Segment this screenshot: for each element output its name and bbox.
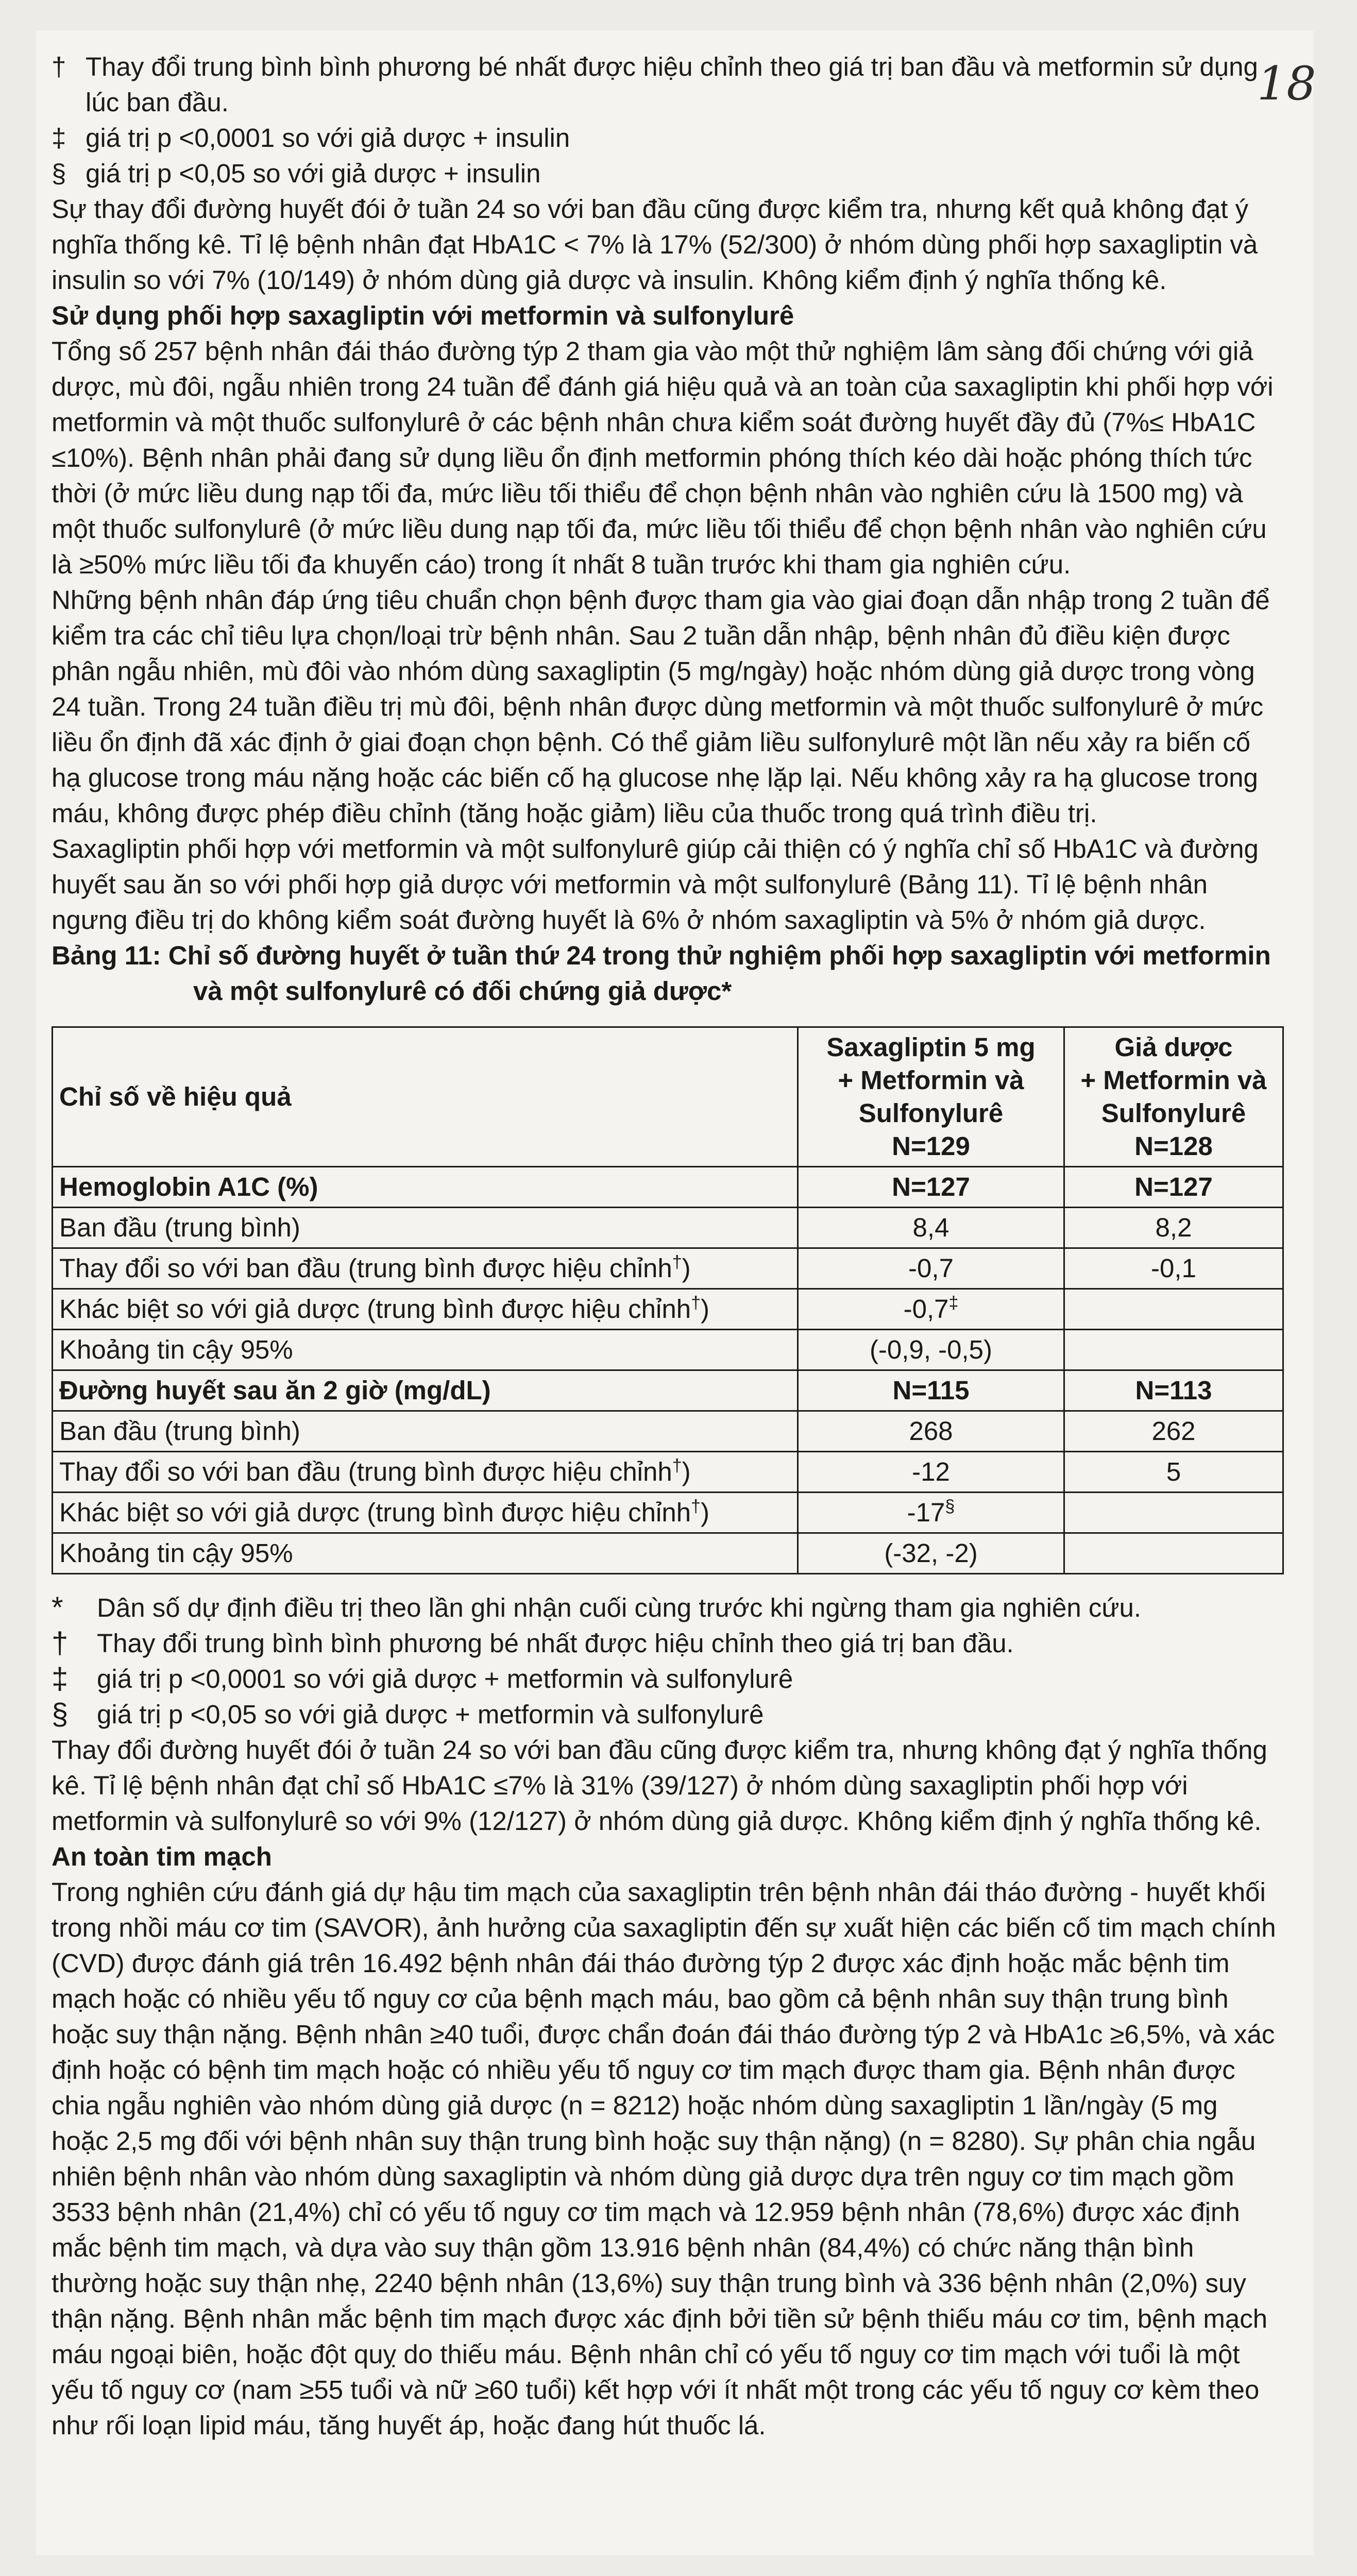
- table-footnotes: [52, 1590, 1278, 1732]
- footnote-text: Dân số dự định điều trị theo lần ghi nhận cuối cùng trước khi ngừng tham gia nghiên cứu.: [97, 1593, 1142, 1622]
- paragraph-fasting: Thay đổi đường huyết đói ở tuần 24 so với ban đầu cũng được kiểm tra, nhưng không đạt ý nghĩa thống kê. Tỉ lệ bệnh nhân đạt chỉ số HbA1C ≤7% là 31% (39/127) ở nhóm dùng saxagliptin phối hợp với metformin và sulfonylurê so với 9% (12/127) ở nhóm dùng giả dược. Không kiểm định ý nghĩa thống kê.: [52, 1735, 1267, 1836]
- table-header-row: [53, 1027, 1283, 1167]
- paragraph-results: Saxagliptin phối hợp với metformin và một sulfonylurê giúp cải thiện có ý nghĩa chỉ số HbA1C và đường huyết sau ăn so với phối hợp giả dược với metformin và một sulfonylurê (Bảng 11). Tỉ lệ bệnh nhân ngưng điều trị do không kiểm soát đường huyết là 6% ở nhóm saxagliptin và 5% ở nhóm giả dược.: [52, 834, 1259, 935]
- footnote: [52, 120, 1278, 156]
- footnote-symbol: †: [52, 52, 66, 81]
- footnote: [52, 1697, 1278, 1732]
- paragraph-cardiovascular: Trong nghiên cứu đánh giá dự hậu tim mạch của saxagliptin trên bệnh nhân đái tháo đường - huyết khối trong nhồi máu cơ tim (SAVOR), ảnh hưởng của saxagliptin đến sự xuất hiện các biến cố tim mạch chính (CVD) được đánh giá trên 16.492 bệnh nhân đái tháo đường týp 2 được xác định hoặc mắc bệnh tim mạch hoặc có nhiều yếu tố nguy cơ của bệnh mạch máu, bao gồm cả bệnh nhân suy thận trung bình hoặc suy thận nặng. Bệnh nhân ≥40 tuổi, được chẩn đoán đái tháo đường týp 2 và HbA1c ≥6,5%, và xác định hoặc có bệnh tim mạch hoặc có nhiều yếu tố nguy cơ tim mạch được tham gia. Bệnh nhân được chia ngẫu nghiên vào nhóm dùng giả dược (n = 8212) hoặc nhóm dùng saxagliptin 1 lần/ngày (5 mg hoặc 2,5 mg đối với bệnh nhân suy thận trung bình hoặc suy thận nặng) (n = 8280). Sự phân chia ngẫu nhiên bệnh nhân vào nhóm dùng saxagliptin và nhóm dùng giả dược dựa trên nguy cơ tim mạch gồm 3533 bệnh nhân (21,4%) chỉ có yếu tố nguy cơ tim mạch và 12.959 bệnh nhân (78,6%) được xác định mắc bệnh tim mạch, và dựa vào suy thận gồm 13.916 bệnh nhân (84,4%) có chức năng thận bình thường hoặc suy thận nhẹ, 2240 bệnh nhân (13,6%) suy thận trung bình và 336 bệnh nhân (2,0%) suy thận nặng. Bệnh nhân mắc bệnh tim mạch được xác định bởi tiền sử bệnh thiếu máu cơ tim, bệnh mạch máu ngoại biên, hoặc đột quỵ do thiếu máu. Bệnh nhân chỉ có yếu tố nguy cơ tim mạch với tuổi là một yếu tố nguy cơ (nam ≥55 tuổi và nữ ≥60 tuổi) kết hợp với ít nhất một trong các yếu tố nguy cơ kèm theo như rối loạn lipid máu, tăng huyết áp, hoặc đang hút thuốc lá.: [52, 1877, 1276, 2440]
- table-row: Thay đổi so với ban đầu (trung bình được hiệu chỉnh†) -0,7 -0,1: [53, 1248, 1283, 1289]
- table-row: Thay đổi so với ban đầu (trung bình được hiệu chỉnh†) -12 5: [53, 1452, 1283, 1493]
- section-heading: An toàn tim mạch: [52, 1842, 272, 1871]
- header-efficacy-label: Chỉ số về hiệu quả: [53, 1027, 798, 1167]
- footnote: [52, 1661, 1278, 1697]
- footnote-text: giá trị p <0,0001 so với giả dược + insulin: [86, 123, 570, 152]
- header-placebo: Giả dược + Metformin và Sulfonylurê N=128: [1064, 1027, 1283, 1167]
- footnote-symbol: ‡: [52, 123, 66, 152]
- footnote: [52, 1625, 1278, 1661]
- footnote-text: giá trị p <0,05 so với giả dược + insulin: [86, 159, 541, 188]
- footnote-symbol: §: [52, 1698, 69, 1731]
- table-row: Ban đầu (trung bình) 268 262: [53, 1411, 1283, 1452]
- footnote: [52, 156, 1278, 191]
- footnote-text: Thay đổi trung bình bình phương bé nhất được hiệu chỉnh theo giá trị ban đầu.: [97, 1629, 1014, 1658]
- paragraph-insulin-result: Sự thay đổi đường huyết đói ở tuần 24 so với ban đầu cũng được kiểm tra, nhưng kết quả không đạt ý nghĩa thống kê. Tỉ lệ bệnh nhân đạt HbA1C < 7% là 17% (52/300) ở nhóm dùng phối hợp saxagliptin và insulin so với 7% (10/149) ở nhóm dùng giả dược và insulin. Không kiểm định ý nghĩa thống kê.: [52, 194, 1258, 295]
- document-body: [52, 49, 1278, 2443]
- table-row: Khác biệt so với giả dược (trung bình được hiệu chỉnh†) -17§: [53, 1493, 1283, 1533]
- table-row: Khác biệt so với giả dược (trung bình được hiệu chỉnh†) -0,7‡: [53, 1289, 1283, 1330]
- table-row: Khoảng tin cậy 95% (-0,9, -0,5): [53, 1330, 1283, 1370]
- footnote-symbol: *: [52, 1591, 63, 1624]
- footnote-symbol: §: [52, 159, 66, 188]
- table-caption: Bảng 11: Chỉ số đường huyết ở tuần thứ 24 trong thử nghiệm phối hợp saxagliptin với metformin và một sulfonylurê có đối chứng giả dược*: [52, 941, 1271, 1006]
- top-footnotes: [52, 49, 1278, 191]
- footnote: [52, 49, 1278, 120]
- footnote-symbol: ‡: [52, 1662, 69, 1696]
- paragraph-lead-in: Những bệnh nhân đáp ứng tiêu chuẩn chọn bệnh được tham gia vào giai đoạn dẫn nhập trong 2 tuần để kiểm tra các chỉ tiêu lựa chọn/loại trừ bệnh nhân. Sau 2 tuần dẫn nhập, bệnh nhân đủ điều kiện được phân ngẫu nhiên, mù đôi vào nhóm dùng saxagliptin (5 mg/ngày) hoặc nhóm dùng giả dược trong vòng 24 tuần. Trong 24 tuần điều trị mù đôi, bệnh nhân được dùng metformin và một thuốc sulfonylurê ở mức liều ổn định đã xác định ở giai đoạn chọn bệnh. Có thể giảm liều sulfonylurê một lần nếu xảy ra biến cố hạ glucose trong máu nặng hoặc các biến cố hạ glucose nhẹ lặp lại. Nếu không xảy ra hạ glucose trong máu, không được phép điều chỉnh (tăng hoặc giảm) liều của thuốc trong quá trình điều trị.: [52, 585, 1270, 828]
- footnote-symbol: †: [52, 1626, 69, 1660]
- efficacy-table: [52, 1026, 1284, 1574]
- footnote: [52, 1590, 1278, 1625]
- section-heading: Sử dụng phối hợp saxagliptin với metformin và sulfonylurê: [52, 301, 794, 330]
- footnote-text: giá trị p <0,0001 so với giả dược + metformin và sulfonylurê: [97, 1664, 793, 1693]
- table-row: Khoảng tin cậy 95% (-32, -2): [53, 1533, 1283, 1574]
- table-row: Ban đầu (trung bình) 8,4 8,2: [53, 1208, 1283, 1248]
- table-row: Hemoglobin A1C (%) N=127 N=127: [53, 1167, 1283, 1208]
- handwritten-page-mark: 18: [1257, 57, 1316, 111]
- header-saxagliptin: Saxagliptin 5 mg + Metformin và Sulfonylurê N=129: [798, 1027, 1064, 1167]
- footnote-text: giá trị p <0,05 so với giả dược + metformin và sulfonylurê: [97, 1700, 764, 1729]
- paragraph-study-design: Tổng số 257 bệnh nhân đái tháo đường týp 2 tham gia vào một thử nghiệm lâm sàng đối chứng với giả dược, mù đôi, ngẫu nhiên trong 24 tuần để đánh giá hiệu quả và an toàn của saxagliptin khi phối hợp với metformin và một thuốc sulfonylurê ở các bệnh nhân chưa kiểm soát đường huyết đầy đủ (7%≤ HbA1C ≤10%). Bệnh nhân phải đang sử dụng liều ổn định metformin phóng thích kéo dài hoặc phóng thích tức thời (ở mức liều dung nạp tối đa, mức liều tối thiểu để chọn bệnh nhân vào nghiên cứu là 1500 mg) và một thuốc sulfonylurê (ở mức liều dung nạp tối đa, mức liều tối thiểu để chọn bệnh nhân vào nghiên cứu là ≥50% mức liều tối đa khuyến cáo) trong ít nhất 8 tuần trước khi tham gia nghiên cứu.: [52, 336, 1274, 579]
- footnote-text: Thay đổi trung bình bình phương bé nhất được hiệu chỉnh theo giá trị ban đầu và metformin sử dụng lúc ban đầu.: [86, 52, 1258, 117]
- table-row: Đường huyết sau ăn 2 giờ (mg/dL) N=115 N=113: [53, 1370, 1283, 1411]
